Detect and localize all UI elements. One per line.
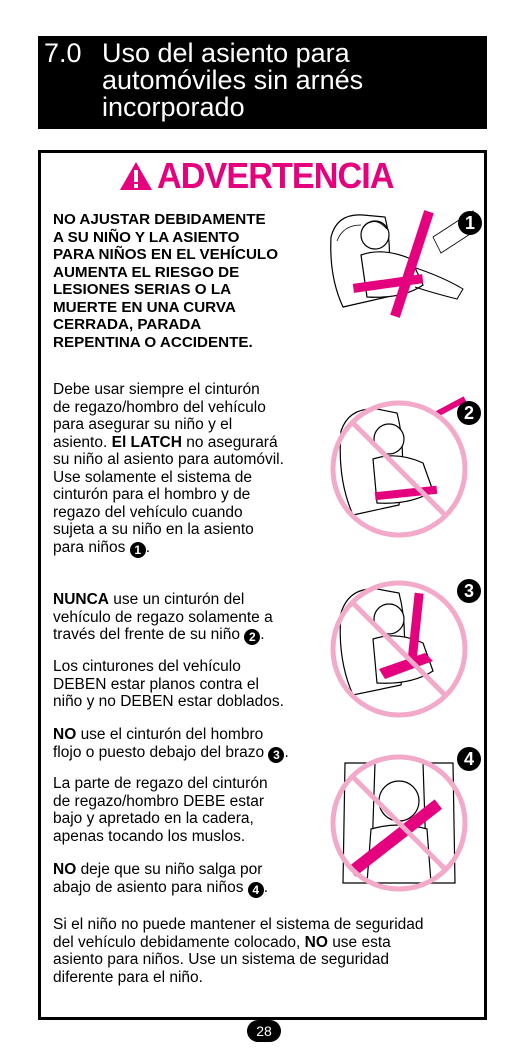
figure-2-badge: 2 (457, 401, 481, 425)
page-number: 28 (247, 1020, 281, 1042)
paragraph-never-lap-only: NUNCA use un cinturón del vehículo de regazo solamente a través del frente de su niño 2 . (53, 591, 273, 644)
warning-box (38, 150, 487, 1020)
figure-4-badge: 4 (457, 747, 481, 771)
figure-3-prohibited-loose-shoulder (315, 573, 483, 723)
paragraph-slide-under: NO deje que su niño salga por abajo de asiento para niños 4 . (53, 861, 269, 897)
ref-figure-1: 1 (130, 542, 146, 558)
ref-figure-3: 3 (268, 747, 284, 763)
ref-figure-4: 4 (248, 882, 264, 898)
paragraph-shoulder-belt: NO use el cinturón del hombro flojo o puesto debajo del brazo 3 . (53, 726, 289, 762)
section-number: 7.0 (44, 38, 82, 68)
section-title: Uso del asiento para automóviles sin arnés incorporado (102, 38, 364, 122)
figure-2-prohibited-lap-only (315, 395, 483, 543)
figure-4-prohibited-slide-under (315, 743, 483, 895)
paragraph-alternative-system: Si el niño no puede mantener el sistema de seguridad del vehículo debidamente colocado, NO use esta asiento para niños. Use un sistema de seguridad diferente para el niño. (53, 916, 424, 986)
warning-triangle-icon (119, 161, 153, 191)
figure-1-correct-belt (323, 207, 483, 319)
warning-header (41, 157, 484, 199)
figure-3-badge: 3 (457, 579, 481, 603)
section-title-bar (38, 36, 487, 129)
paragraph-belts-flat: Los cinturones del vehículo DEBEN estar planos contra el niño y no DEBEN estar doblados. (53, 658, 284, 710)
warning-lead-text: NO AJUSTAR DEBIDAMENTE A SU NIÑO Y LA ASIENTO PARA NIÑOS EN EL VEHÍCULO AUMENTA EL RIESGO DE LESIONES SERIAS O LA MUERTE EN UNA CURVA CERRADA, PARADA REPENTINA O ACCIDENTE. (53, 211, 279, 351)
paragraph-lap-belt-low: La parte de regazo del cinturón de regazo/hombro DEBE estar bajo y apretado en la cadera, apenas tocando los muslos. (53, 775, 268, 845)
warning-heading: ADVERTENCIA (157, 155, 394, 196)
figure-1-badge: 1 (458, 211, 482, 235)
ref-figure-2: 2 (244, 629, 260, 645)
child-seat-illustration-4 (315, 743, 483, 895)
paragraph-always-use-belt: Debe usar siempre el cinturón de regazo/hombro del vehículo para asegurar su niño y el asiento. El LATCH no asegurará su niño al asiento para automóvil. Use solamente el sistema de cinturón para el hombro y de regazo del vehículo cuando sujeta a su niño en la asiento para niños 1 . (53, 381, 284, 557)
